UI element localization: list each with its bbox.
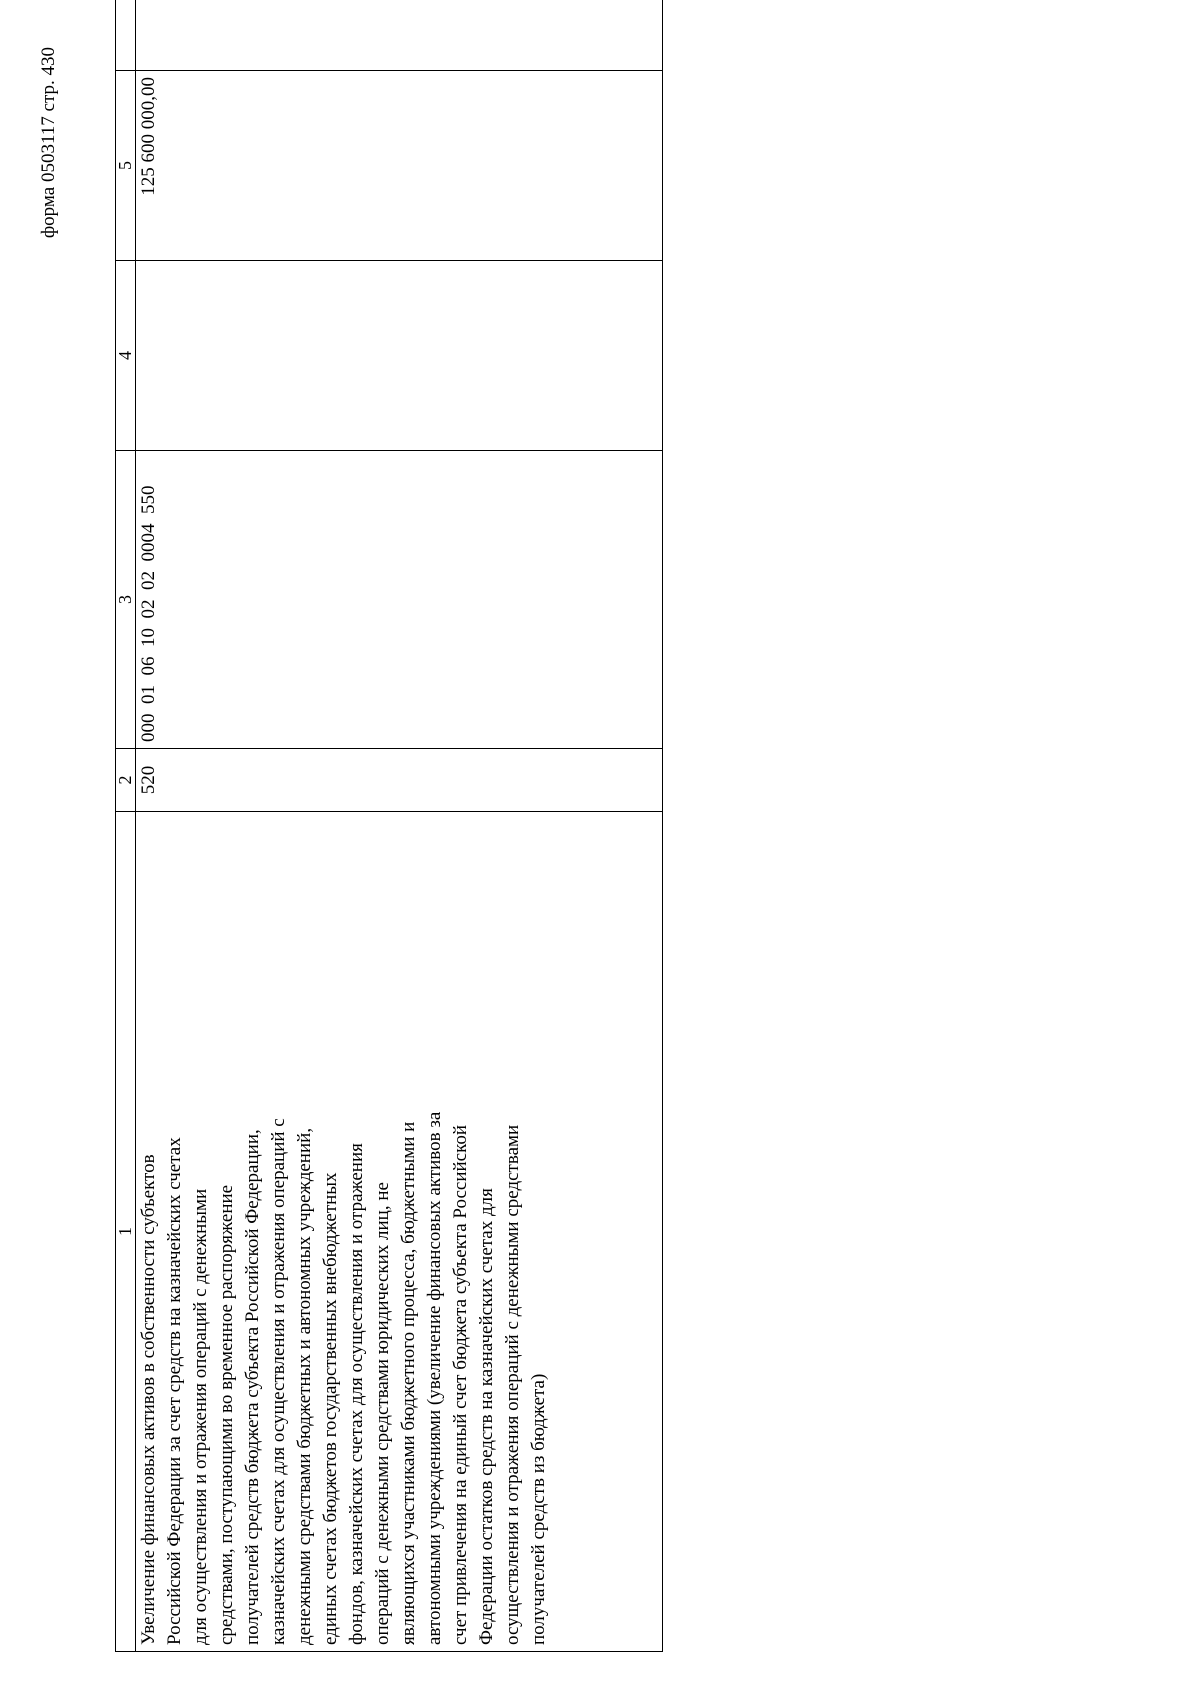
form-reference: форма 0503117 стр. 430 — [38, 47, 59, 239]
column-number-5: 5 — [116, 71, 136, 261]
column-number-6 — [116, 0, 136, 71]
row-line-code: 520 — [136, 749, 663, 812]
row-budget-classification-code: 000 01 06 10 02 02 0004 550 — [136, 451, 663, 749]
row-column-6 — [136, 0, 663, 71]
row-amount: 125 600 000,00 — [136, 71, 663, 261]
column-number-4: 4 — [116, 261, 136, 451]
column-number-row — [116, 0, 136, 1652]
row-description: Увеличение финансовых активов в собственности субъектов Российской Федерации за счет средств на казначейских счетах для осуществления и отражения операций с денежными средствами, поступающими во временное распоряжение получателей средств бюджета субъекта Российской Федерации, казначейских счетах для осуществления и отражения операций с денежными средствами бюджетных и автономных учреждений, единых счетах бюджетов государственных внебюджетных фондов, казначейских счетах для осуществления и отражения операций с денежными средствами юридических лиц, не являющихся участниками бюджетного процесса, бюджетными и автономными учреждениями (увеличение финансовых активов за счет привлечения на единый счет бюджета субъекта Российской Федерации остатков средств на казначейских счетах для осуществления и отражения операций с денежными средствами получателей средств из бюджета) — [136, 812, 663, 1652]
row-column-4 — [136, 261, 663, 451]
column-number-3: 3 — [116, 451, 136, 749]
column-number-2: 2 — [116, 749, 136, 812]
column-number-1: 1 — [116, 812, 136, 1652]
table-row — [136, 0, 663, 1652]
report-table — [115, 0, 663, 1652]
